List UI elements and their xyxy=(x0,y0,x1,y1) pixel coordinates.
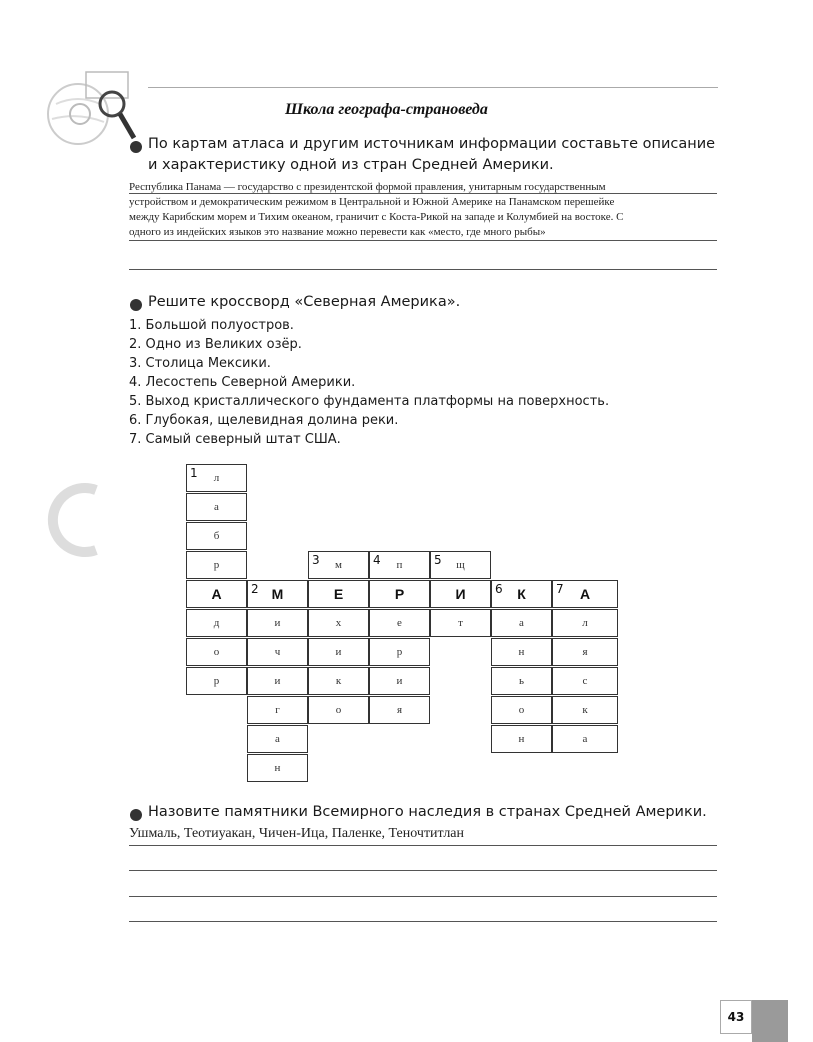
crossword-cell[interactable]: к xyxy=(552,696,618,724)
crossword-cell[interactable]: а xyxy=(491,609,552,637)
crossword-cell[interactable]: к xyxy=(308,667,369,695)
crossword-cell[interactable]: и xyxy=(247,667,308,695)
clue-4: 4. Лесостепь Северной Америки. xyxy=(129,375,356,390)
crossword-cell-main[interactable]: Е xyxy=(308,580,369,608)
clue-2: 2. Одно из Великих озёр. xyxy=(129,337,302,352)
crossword-cell[interactable]: е xyxy=(369,609,430,637)
crossword-cell[interactable]: ч xyxy=(247,638,308,666)
crossword-cell[interactable]: х xyxy=(308,609,369,637)
crossword-cell-main[interactable]: Р xyxy=(369,580,430,608)
crossword-cell[interactable]: о xyxy=(308,696,369,724)
crossword-cell[interactable]: и xyxy=(308,638,369,666)
crossword-cell[interactable]: а xyxy=(186,493,247,521)
answer-rule xyxy=(129,269,717,270)
crossword-cell[interactable]: о xyxy=(186,638,247,666)
crossword-cell[interactable]: с xyxy=(552,667,618,695)
task1-answer-line-3: между Карибским морем и Тихим океаном, граничит с Коста-Рикой на западе и Колумбией на востоке. С xyxy=(129,211,624,223)
crossword-cell[interactable]: я xyxy=(552,638,618,666)
header-rule xyxy=(148,87,718,88)
page-edge-tab xyxy=(752,1000,788,1042)
task2-bullet xyxy=(130,299,142,311)
answer-rule xyxy=(129,870,717,871)
crossword-cell[interactable]: г xyxy=(247,696,308,724)
crossword-cell[interactable]: н xyxy=(491,725,552,753)
crossword-cell[interactable]: р xyxy=(186,551,247,579)
crossword-cell[interactable]: ь xyxy=(491,667,552,695)
clue-7: 7. Самый северный штат США. xyxy=(129,432,341,447)
crossword-cell[interactable]: 4 п xyxy=(369,551,430,579)
page-number: 43 xyxy=(720,1000,752,1034)
clue-5: 5. Выход кристаллического фундамента платформы на поверхность. xyxy=(129,394,610,409)
task1-prompt: По картам атласа и другим источникам информации составьте описание и характеристику одной из стран Средней Америки. xyxy=(148,136,716,173)
task1-answer-line-2: устройством и демократическим режимом в Центральной и Южной Америке на Панамском перешейке xyxy=(129,196,615,208)
crossword-cell[interactable]: р xyxy=(369,638,430,666)
crossword-cell-main[interactable]: 7 А xyxy=(552,580,618,608)
crossword-cell[interactable]: 1 л xyxy=(186,464,247,492)
crossword-cell[interactable]: 3 м xyxy=(308,551,369,579)
crossword-cell[interactable]: а xyxy=(247,725,308,753)
section-title: Школа географа-страноведа xyxy=(285,101,488,118)
task1-answer-line-1: Республика Панама — государство с президентской формой правления, унитарным государственным xyxy=(129,181,606,193)
clue-3: 3. Столица Мексики. xyxy=(129,356,271,371)
decorative-circle-icon xyxy=(46,480,106,560)
crossword-cell[interactable]: о xyxy=(491,696,552,724)
crossword-cell[interactable]: и xyxy=(369,667,430,695)
geographer-logo xyxy=(38,64,148,154)
crossword-cell-main[interactable]: А xyxy=(186,580,247,608)
task3-bullet xyxy=(130,809,142,821)
answer-rule xyxy=(129,921,717,922)
crossword-cell[interactable]: я xyxy=(369,696,430,724)
task3-answer: Ушмаль, Теотиуакан, Чичен-Ица, Паленке, Теночтитлан xyxy=(129,826,465,841)
crossword-cell[interactable]: и xyxy=(247,609,308,637)
clue-1: 1. Большой полуостров. xyxy=(129,318,294,333)
task1-bullet xyxy=(130,141,142,153)
crossword-cell-main[interactable]: 6 К xyxy=(491,580,552,608)
crossword-cell-main[interactable]: И xyxy=(430,580,491,608)
task1-answer-line-4: одного из индейских языков это название можно перевести как «место, где много рыбы» xyxy=(129,226,546,238)
clue-6: 6. Глубокая, щелевидная долина реки. xyxy=(129,413,399,428)
crossword-cell-main[interactable]: 2 М xyxy=(247,580,308,608)
task3-prompt: Назовите памятники Всемирного наследия в странах Средней Америки. xyxy=(148,804,707,820)
task2-prompt: Решите кроссворд «Северная Америка». xyxy=(148,294,461,310)
crossword-cell[interactable]: а xyxy=(552,725,618,753)
crossword-cell[interactable]: р xyxy=(186,667,247,695)
answer-rule xyxy=(129,193,717,194)
crossword-cell[interactable]: н xyxy=(491,638,552,666)
crossword-cell[interactable]: л xyxy=(552,609,618,637)
answer-rule xyxy=(129,845,717,846)
crossword-cell[interactable]: б xyxy=(186,522,247,550)
answer-rule xyxy=(129,240,717,241)
crossword-cell[interactable]: т xyxy=(430,609,491,637)
crossword-cell[interactable]: н xyxy=(247,754,308,782)
crossword-cell[interactable]: д xyxy=(186,609,247,637)
crossword-cell[interactable]: 5 щ xyxy=(430,551,491,579)
answer-rule xyxy=(129,896,717,897)
